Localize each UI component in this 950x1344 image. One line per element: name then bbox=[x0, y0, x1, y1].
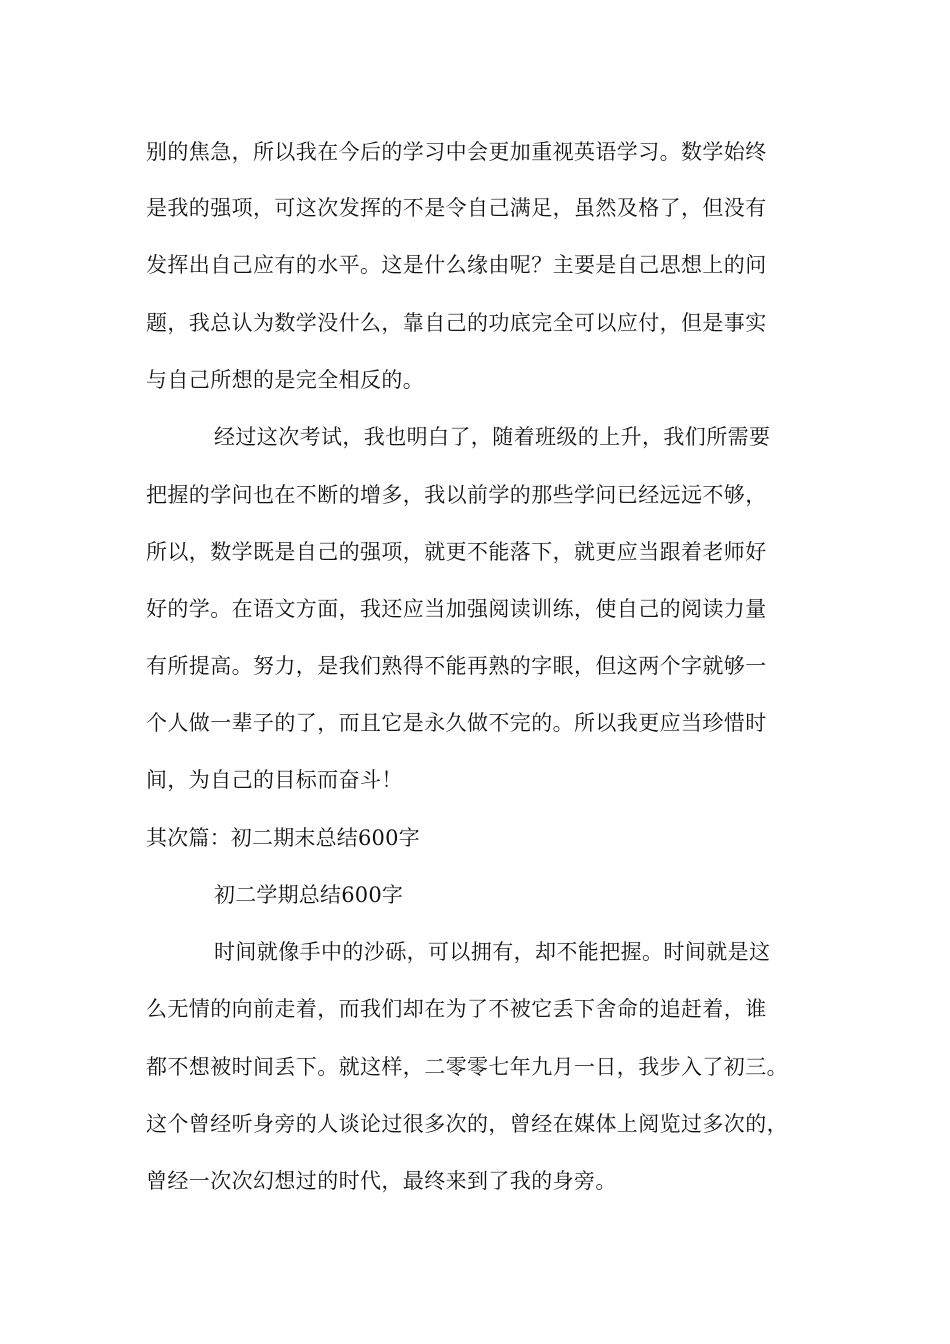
text-line: 与自己所想的是完全相反的。 bbox=[146, 368, 425, 392]
text-line: 发挥出自己应有的水平。这是什么缘由呢？主要是自己思想上的问 bbox=[146, 253, 767, 277]
text-line: 有所提高。努力，是我们熟得不能再熟的字眼，但这两个字就够一 bbox=[146, 654, 767, 678]
text-line: 个人做一辈子的了，而且它是永久做不完的。所以我更应当珍惜时 bbox=[146, 711, 767, 735]
text-line: 好的学。在语文方面，我还应当加强阅读训练，使自己的阅读力量 bbox=[146, 597, 767, 621]
text-line: 时间就像手中的沙砾，可以拥有，却不能把握。时间就是这 bbox=[214, 940, 771, 964]
text-line: 经过这次考试，我也明白了，随着班级的上升，我们所需要 bbox=[214, 425, 771, 449]
text-line: 这个曾经听身旁的人谈论过很多次的，曾经在媒体上阅览过多次的， bbox=[146, 1112, 788, 1136]
subtitle: 初二学期总结600字 bbox=[214, 883, 404, 907]
text-line: 别的焦急，所以我在今后的学习中会更加重视英语学习。数学始终 bbox=[146, 140, 767, 164]
text-line: 是我的强项，可这次发挥的不是令自己满足，虽然及格了，但没有 bbox=[146, 196, 767, 220]
text-line: 曾经一次次幻想过的时代，最终来到了我的身旁。 bbox=[146, 1169, 617, 1193]
section-heading: 其次篇：初二期末总结600字 bbox=[146, 826, 420, 850]
text-line: 题，我总认为数学没什么，靠自己的功底完全可以应付，但是事实 bbox=[146, 311, 767, 335]
text-line: 把握的学问也在不断的增多，我以前学的那些学问已经远远不够， bbox=[146, 483, 767, 507]
text-line: 么无情的向前走着，而我们却在为了不被它丢下舍命的追赶着，谁 bbox=[146, 997, 767, 1021]
text-line: 都不想被时间丢下。就这样，二零零七年九月一日，我步入了初三。 bbox=[146, 1055, 788, 1079]
text-line: 所以，数学既是自己的强项，就更不能落下，就更应当跟着老师好 bbox=[146, 540, 767, 564]
text-line: 间，为自己的目标而奋斗！ bbox=[146, 768, 403, 792]
